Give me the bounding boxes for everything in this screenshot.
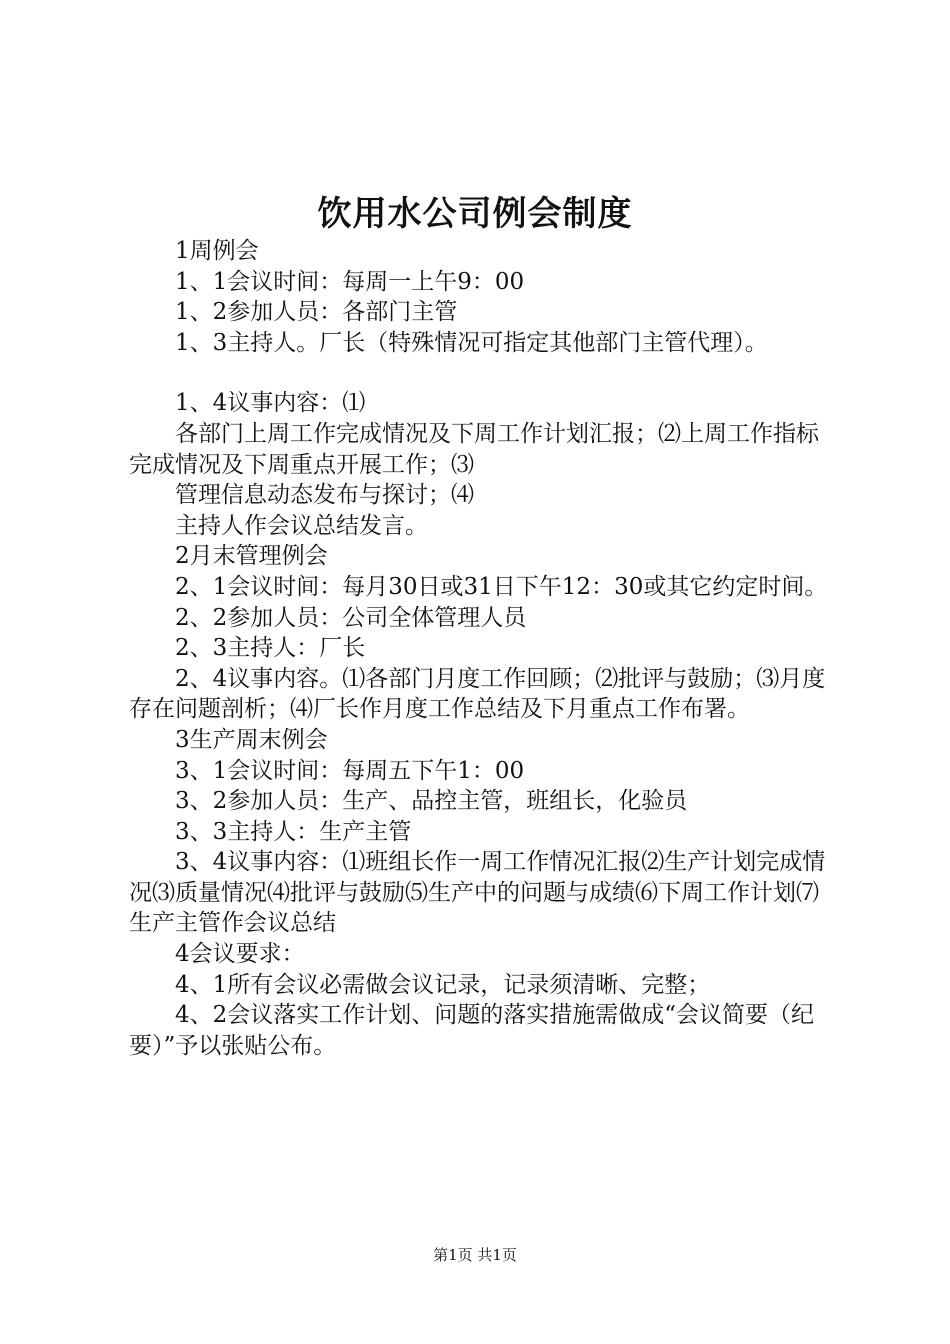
paragraph: 主持人作会议总结发言。: [175, 512, 428, 539]
paragraph: 2、1会议时间：每月30日或31日下午12：30或其它约定时间。: [175, 573, 828, 600]
paragraph: 2月末管理例会: [175, 543, 328, 570]
paragraph: 1、1会议时间：每周一上午9：00: [175, 268, 525, 295]
paragraph: 4、1所有会议必需做会议记录，记录须清晰、完整；: [175, 971, 711, 998]
paragraph: 3、3主持人：生产主管: [175, 818, 412, 845]
paragraph: 2、2参加人员：公司全体管理人员: [175, 604, 527, 631]
paragraph: 1、2参加人员：各部门主管: [175, 299, 458, 326]
document-body: [129, 236, 829, 1061]
paragraph: 1、4议事内容：⑴: [175, 390, 366, 417]
document-title: 饮用水公司例会制度: [317, 194, 633, 234]
paragraph: 2、4议事内容。⑴各部门月度工作回顾；⑵批评与鼓励；⑶月度存在问题剖析；⑷厂长作月度工作总结及下月重点工作布署。: [129, 665, 826, 723]
page-footer: 第1页 共1页: [433, 1246, 517, 1264]
paragraph: 3生产周末例会: [175, 726, 328, 753]
blank-line: [129, 358, 829, 388]
paragraph: 4、2会议落实工作计划、问题的落实措施需做成“会议简要（纪要）”予以张贴公布。: [129, 1002, 815, 1059]
paragraph: 4会议要求：: [175, 941, 305, 968]
paragraph: 3、4议事内容：⑴班组长作一周工作情况汇报⑵生产计划完成情况⑶质量情况⑷批评与鼓励⑸生产中的问题与成绩⑹下周工作计划⑺生产主管作会议总结: [129, 849, 826, 937]
paragraph: 1周例会: [175, 238, 259, 264]
paragraph: 各部门上周工作完成情况及下周工作计划汇报；⑵上周工作指标完成情况及下周重点开展工作；⑶: [129, 420, 819, 478]
paragraph: 2、3主持人：厂长: [175, 635, 366, 662]
paragraph: 3、2参加人员：生产、品控主管，班组长，化验员: [175, 788, 688, 815]
paragraph: 1、3主持人。厂长（特殊情况可指定其他部门主管代理）。: [175, 329, 768, 356]
paragraph: 管理信息动态发布与探讨；⑷: [175, 482, 474, 509]
paragraph: 3、1会议时间：每周五下午1：00: [175, 757, 525, 784]
